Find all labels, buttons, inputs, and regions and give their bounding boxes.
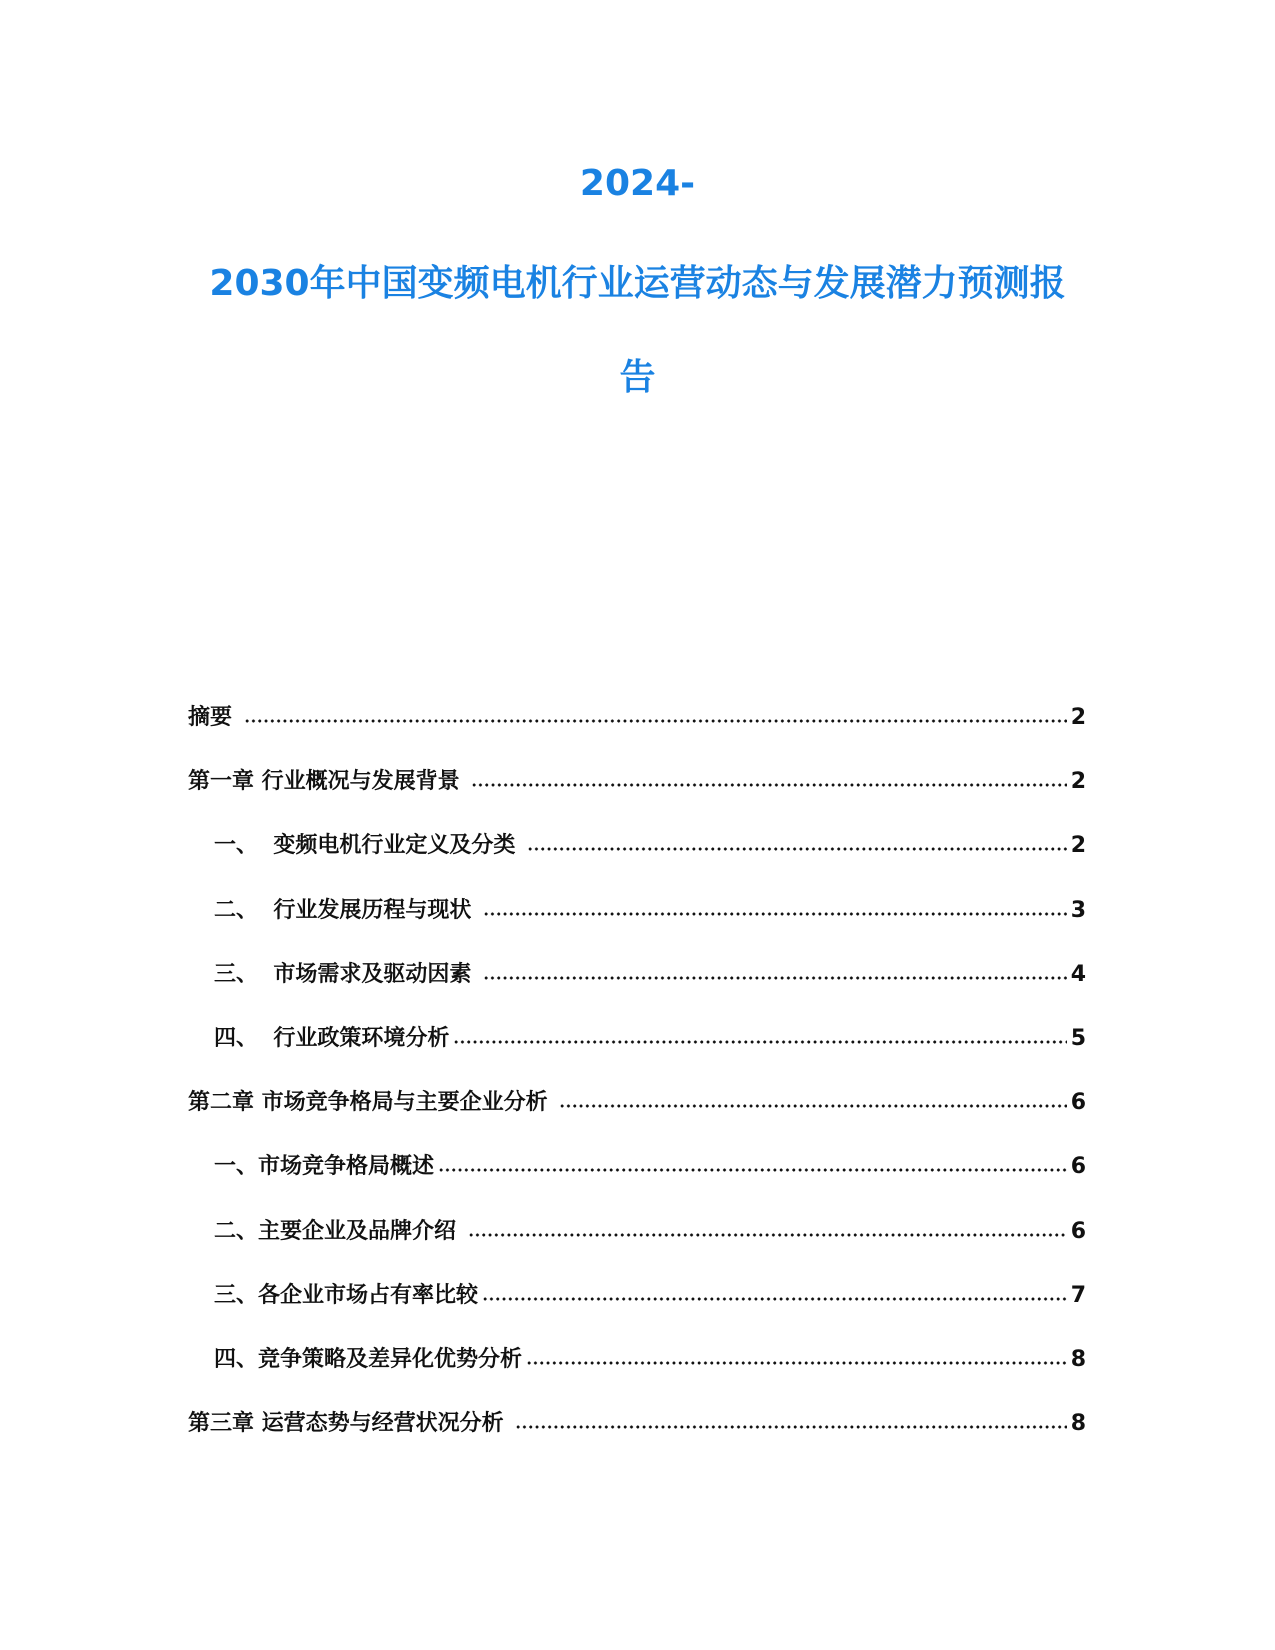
toc-page-number: 2 [1070,833,1086,859]
toc-leader-dots [438,1168,1067,1172]
toc-entry-1-2[interactable] [188,893,1086,957]
toc-entry-1-4[interactable] [188,1021,1086,1085]
toc-entry-abstract[interactable] [188,700,1086,764]
toc-page-number: 7 [1070,1282,1086,1308]
toc-entry-2-1[interactable] [188,1149,1086,1213]
toc-page-number: 6 [1070,1154,1086,1180]
toc-label: 三、各企业市场占有率比较 [214,1282,479,1308]
toc-entry-1-3[interactable] [188,957,1086,1021]
toc-label: 二、主要企业及品牌介绍 [214,1218,464,1244]
toc-entry-2-3[interactable] [188,1278,1086,1342]
toc-page-number: 6 [1070,1218,1086,1244]
toc-leader-dots [559,1104,1066,1108]
toc-label: 摘要 [188,705,240,730]
toc-page-number: 6 [1070,1090,1086,1116]
toc-leader-dots [515,1425,1066,1429]
toc-leader-dots [468,1233,1067,1237]
title-line-1: 2024- [579,163,696,204]
toc-label: 四、竞争策略及差异化优势分析 [214,1346,523,1372]
toc-label: 一、 变频电机行业定义及分类 [214,833,523,859]
toc-label: 三、 市场需求及驱动因素 [214,961,479,987]
toc-page-number: 4 [1070,961,1086,987]
table-of-contents [188,700,1086,1470]
toc-label: 二、 行业发展历程与现状 [214,897,479,923]
toc-label: 第二章 市场竞争格局与主要企业分析 [188,1090,556,1116]
toc-label: 第三章 运营态势与经营状况分析 [188,1411,512,1437]
toc-entry-2-4[interactable] [188,1342,1086,1406]
toc-leader-dots [244,719,1067,723]
toc-page-number: 2 [1070,705,1086,730]
toc-entry-2-2[interactable] [188,1214,1086,1278]
toc-page-number: 5 [1070,1025,1086,1051]
toc-leader-dots [453,1040,1066,1044]
title-line-2: 2030年中国变频电机行业运营动态与发展潜力预测报 [209,263,1066,304]
toc-label: 一、市场竞争格局概述 [214,1154,435,1180]
toc-entry-1-1[interactable] [188,828,1086,892]
toc-label: 第一章 行业概况与发展背景 [188,769,468,795]
toc-leader-dots [471,783,1066,787]
toc-leader-dots [526,1361,1067,1365]
toc-page-number: 8 [1070,1411,1086,1437]
toc-page-number: 2 [1070,769,1086,795]
toc-entry-chapter-3[interactable] [188,1406,1086,1470]
toc-entry-chapter-2[interactable] [188,1085,1086,1149]
toc-leader-dots [483,976,1067,980]
toc-entry-chapter-1[interactable] [188,764,1086,828]
title-line-3: 告 [619,357,656,398]
toc-label: 四、 行业政策环境分析 [214,1025,450,1051]
toc-page-number: 8 [1070,1346,1086,1372]
toc-leader-dots [483,912,1067,916]
toc-page-number: 3 [1070,897,1086,923]
toc-leader-dots [482,1297,1067,1301]
toc-leader-dots [527,847,1067,851]
